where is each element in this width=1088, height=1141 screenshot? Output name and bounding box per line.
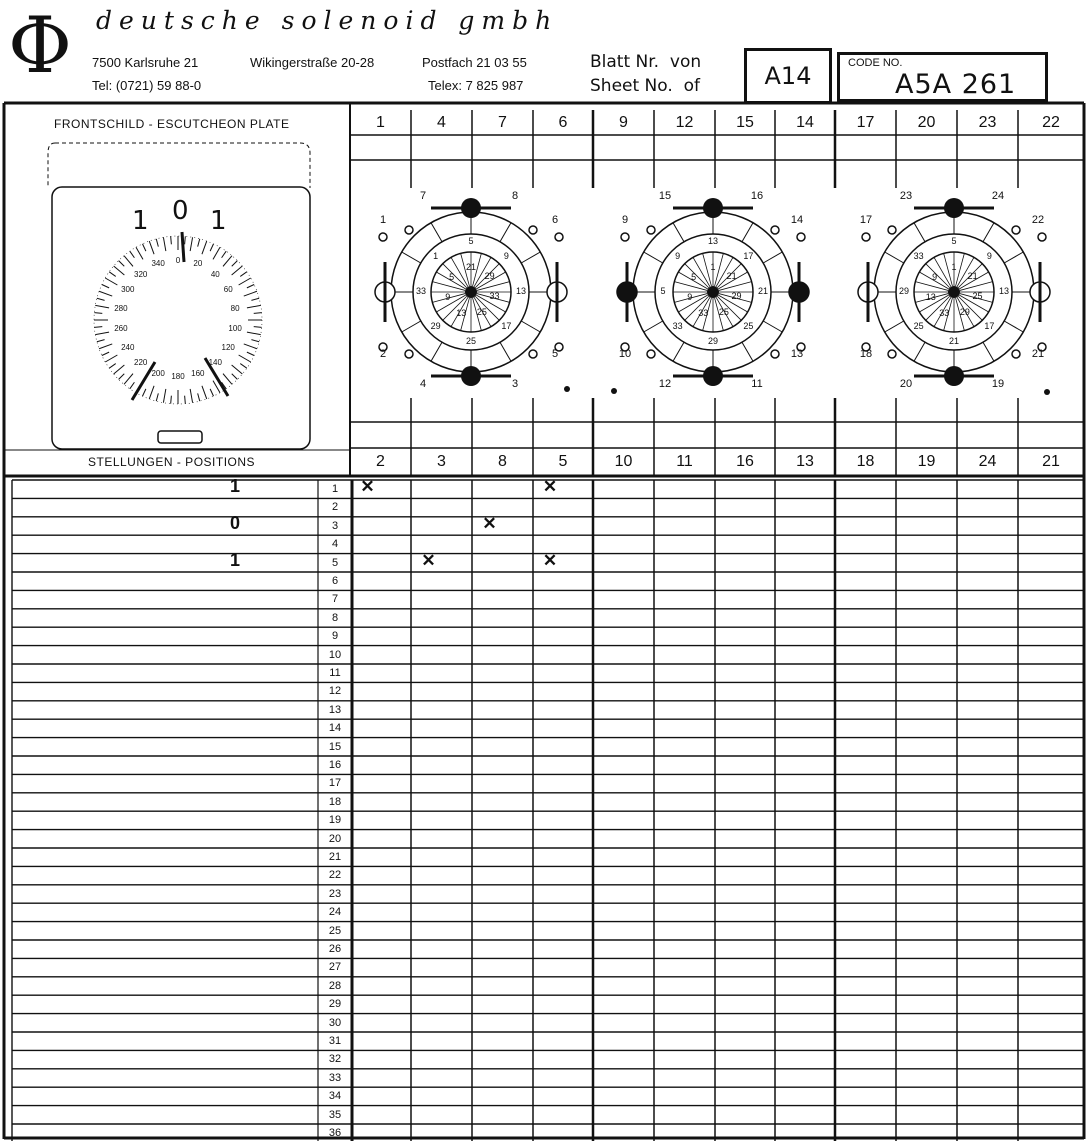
terminal-number-bottom: 10 bbox=[614, 453, 633, 470]
position-number: 9 bbox=[331, 630, 339, 643]
position-number: 25 bbox=[328, 924, 342, 937]
position-number: 2 bbox=[331, 501, 339, 514]
position-number: 14 bbox=[328, 722, 342, 735]
position-number: 1 bbox=[331, 483, 339, 495]
deck-lug bbox=[647, 350, 655, 358]
contact-mark: ✕ bbox=[360, 477, 375, 496]
switch-deck bbox=[858, 198, 1050, 386]
contact-mark: ✕ bbox=[542, 550, 558, 570]
dial-tick bbox=[99, 344, 112, 349]
dial-tick bbox=[232, 374, 238, 380]
dial-tick bbox=[156, 239, 158, 247]
company-name: deutsche solenoid gmbh bbox=[96, 6, 559, 35]
deck-contact-label: 25 bbox=[972, 290, 983, 301]
position-number: 20 bbox=[328, 832, 342, 845]
dial-tick bbox=[240, 364, 247, 369]
terminal-number-bottom: 19 bbox=[917, 453, 936, 470]
deck-contact-label: 17 bbox=[501, 321, 512, 332]
position-number: 3 bbox=[331, 519, 339, 532]
position-number: 15 bbox=[328, 740, 342, 753]
address-tel: Tel: (0721) 59 88-0 bbox=[92, 78, 202, 93]
position-number: 11 bbox=[329, 667, 341, 679]
deck-contact-label: 25 bbox=[743, 321, 754, 332]
sheet-label-de: Blatt Nr. von bbox=[590, 52, 702, 72]
deck-segment bbox=[914, 342, 925, 361]
deck-segment bbox=[644, 252, 663, 263]
positions-title: STELLUNGEN - POSITIONS bbox=[88, 455, 256, 469]
dial-scale-label: 100 bbox=[228, 324, 242, 334]
address-postfach: Postfach 21 03 55 bbox=[422, 55, 527, 70]
address-street: Wikingerstraße 20-28 bbox=[250, 55, 375, 70]
deck-contact-label: 9 bbox=[675, 250, 681, 261]
dial-tick bbox=[232, 365, 243, 374]
position-number: 4 bbox=[331, 538, 339, 551]
dial-tick bbox=[223, 374, 232, 385]
deck-segment bbox=[673, 342, 684, 361]
dial-scale-label: 80 bbox=[230, 303, 240, 313]
dial-tick bbox=[223, 256, 232, 267]
deck-segment bbox=[983, 223, 994, 242]
dial-tick bbox=[247, 352, 254, 355]
terminal-number-top: 1 bbox=[376, 114, 385, 131]
deck-contact-label: 9 bbox=[986, 250, 992, 261]
dial-tick bbox=[232, 261, 238, 267]
deck-segment bbox=[500, 223, 511, 242]
terminal-number-bottom: 18 bbox=[856, 453, 875, 470]
deck-contact-label: 1 bbox=[433, 250, 439, 261]
dial-tick bbox=[114, 266, 125, 275]
dial-tick bbox=[251, 298, 259, 300]
position-number: 16 bbox=[328, 759, 342, 771]
position-number: 21 bbox=[328, 851, 342, 863]
deck-terminal-label: 22 bbox=[1031, 214, 1045, 226]
dial-scale-label: 200 bbox=[151, 368, 165, 378]
position-number: 29 bbox=[328, 998, 342, 1011]
deck-contact-label: 25 bbox=[465, 336, 476, 346]
switch-deck bbox=[617, 198, 809, 386]
deck-contact-label: 1 bbox=[710, 262, 716, 272]
dial-scale-label: 280 bbox=[114, 303, 128, 313]
deck-contact-label: 13 bbox=[515, 286, 526, 296]
dial-tick bbox=[130, 251, 135, 258]
position-number: 23 bbox=[328, 887, 342, 900]
deck-contact-label: 29 bbox=[707, 336, 718, 346]
dial-tick bbox=[97, 298, 105, 300]
contact-mark: ✕ bbox=[482, 513, 497, 533]
deck-contact-label: 21 bbox=[757, 286, 768, 296]
position-number: 17 bbox=[328, 777, 342, 790]
deck-segment bbox=[742, 342, 753, 361]
deck-terminal-label: 21 bbox=[1031, 348, 1045, 360]
dial-scale-label: 140 bbox=[208, 358, 222, 368]
deck-segment bbox=[914, 223, 925, 242]
deck-lug bbox=[405, 350, 413, 358]
dial-tick bbox=[109, 364, 116, 369]
position-number: 28 bbox=[328, 979, 342, 992]
position-number: 33 bbox=[328, 1071, 342, 1084]
dial-tick bbox=[102, 285, 109, 288]
deck-lug bbox=[1012, 350, 1020, 358]
dial-tick bbox=[94, 327, 102, 328]
terminal-number-bottom: 3 bbox=[437, 453, 446, 470]
dial-scale-label: 20 bbox=[193, 259, 203, 269]
terminal-number-top: 6 bbox=[558, 114, 568, 131]
position-number: 5 bbox=[331, 556, 339, 569]
deck-contact-label: 33 bbox=[489, 290, 500, 301]
deck-lug bbox=[797, 233, 805, 241]
terminal-number-bottom: 21 bbox=[1042, 453, 1060, 470]
deck-terminal-label: 17 bbox=[859, 214, 873, 226]
deck-segment bbox=[763, 321, 782, 332]
deck-terminal-label: 15 bbox=[658, 190, 672, 202]
position-number: 30 bbox=[328, 1016, 342, 1029]
deck-contact-label: 5 bbox=[449, 271, 455, 282]
dial-tick bbox=[130, 382, 135, 389]
deck-terminal-label: 18 bbox=[859, 348, 873, 360]
deck-segment bbox=[885, 321, 904, 332]
dial-tick bbox=[202, 241, 207, 254]
terminal-number-bottom: 16 bbox=[736, 453, 754, 470]
position-number: 19 bbox=[328, 814, 342, 827]
dial-tick bbox=[190, 237, 192, 251]
deck-contact-label: 13 bbox=[925, 292, 936, 303]
dial-tick bbox=[156, 393, 158, 401]
deck-segment bbox=[1004, 321, 1023, 332]
contact-mark: ✕ bbox=[542, 477, 558, 496]
deck-segment bbox=[402, 321, 421, 332]
deck-terminal-label: 10 bbox=[618, 348, 632, 360]
address-city: 7500 Karlsruhe 21 bbox=[92, 55, 199, 70]
dial-tick bbox=[239, 278, 251, 285]
deck-hub bbox=[948, 286, 960, 298]
dial-tick bbox=[232, 266, 243, 275]
deck-terminal-label: 4 bbox=[419, 378, 427, 390]
dial-scale-label: 340 bbox=[151, 259, 165, 269]
sheet-number-value: A14 bbox=[764, 62, 812, 90]
dial-mark-right: 1 bbox=[210, 206, 227, 236]
deck-segment bbox=[885, 252, 904, 263]
deck-contact-label: 33 bbox=[698, 307, 709, 318]
dial-scale-label: 260 bbox=[114, 324, 128, 334]
deck-segment bbox=[521, 252, 540, 263]
address-telex: Telex: 7 825 987 bbox=[428, 78, 524, 93]
dial-tick bbox=[171, 236, 172, 244]
dial-scale-label: 320 bbox=[134, 269, 148, 279]
dial-tick bbox=[94, 313, 102, 314]
code-number-label: CODE NO. bbox=[848, 57, 903, 69]
deck-lug bbox=[888, 226, 896, 234]
deck-lug bbox=[621, 233, 629, 241]
dial-tick bbox=[244, 344, 257, 349]
dial-tick bbox=[190, 389, 192, 403]
dial-tick bbox=[119, 261, 125, 267]
deck-segment bbox=[763, 252, 782, 263]
sheet-label-en: Sheet No. of bbox=[590, 76, 700, 96]
deck-contact-label: 9 bbox=[687, 292, 693, 303]
terminal-number-top: 22 bbox=[1042, 114, 1060, 131]
position-number: 12 bbox=[328, 685, 342, 698]
terminal-number-top: 23 bbox=[978, 114, 997, 131]
deck-terminal-label: 12 bbox=[658, 378, 672, 390]
deck-lug bbox=[771, 226, 779, 234]
deck-terminal-label: 1 bbox=[379, 214, 387, 226]
deck-contact-label: 25 bbox=[718, 307, 729, 318]
terminal-number-bottom: 5 bbox=[558, 453, 568, 470]
deck-contact-label: 29 bbox=[959, 307, 970, 318]
terminal-number-bottom: 11 bbox=[676, 453, 693, 470]
deck-terminal-label: 6 bbox=[551, 214, 559, 226]
dial-tick bbox=[244, 291, 257, 296]
deck-segment bbox=[983, 342, 994, 361]
terminal-number-top: 20 bbox=[917, 114, 936, 131]
deck-terminal-label: 20 bbox=[899, 378, 913, 390]
deck-lug bbox=[405, 226, 413, 234]
deck-lug bbox=[379, 233, 387, 241]
dial-mark-center: 0 bbox=[172, 196, 189, 226]
deck-terminal-label: 23 bbox=[899, 190, 913, 202]
terminal-number-bottom: 24 bbox=[978, 453, 997, 470]
dial-tick bbox=[222, 251, 227, 258]
deck-contact-label: 17 bbox=[984, 321, 995, 332]
deck-hub bbox=[707, 286, 719, 298]
position-label: 1 bbox=[230, 549, 241, 570]
dial-tick bbox=[163, 237, 165, 251]
dial-tick bbox=[99, 291, 112, 296]
dial-tick bbox=[163, 389, 165, 403]
company-logo: Φ bbox=[8, 1, 72, 91]
dial-tick bbox=[247, 305, 261, 307]
deck-contact-label: 29 bbox=[898, 286, 909, 296]
deck-contact-label: 9 bbox=[503, 250, 509, 261]
position-number: 36 bbox=[328, 1127, 342, 1139]
deck-segment bbox=[1004, 252, 1023, 263]
deck-contact-label: 29 bbox=[484, 270, 495, 281]
deck-contact-label: 29 bbox=[430, 321, 441, 332]
terminal-number-bottom: 8 bbox=[498, 453, 507, 470]
deck-contact-label: 9 bbox=[445, 292, 451, 303]
terminal-number-top: 9 bbox=[619, 114, 628, 131]
deck-dot bbox=[1044, 389, 1050, 395]
deck-segment bbox=[431, 223, 442, 242]
deck-lug bbox=[555, 233, 563, 241]
deck-contact-label: 33 bbox=[939, 307, 950, 318]
dial-tick bbox=[143, 244, 146, 251]
dial-scale-label: 120 bbox=[221, 343, 235, 352]
position-label: 1 bbox=[230, 476, 241, 496]
position-label: 0 bbox=[230, 512, 241, 533]
deck-lug bbox=[862, 233, 870, 241]
deck-lug bbox=[771, 350, 779, 358]
dial-tick bbox=[124, 374, 133, 385]
deck-lug bbox=[647, 226, 655, 234]
terminal-number-top: 4 bbox=[437, 114, 446, 131]
deck-contact-label: 17 bbox=[743, 250, 754, 261]
dial-tick bbox=[143, 389, 146, 396]
switch-deck bbox=[375, 198, 567, 386]
dial-scale-label: 300 bbox=[121, 285, 135, 294]
deck-terminal-label: 16 bbox=[750, 190, 764, 202]
position-number: 34 bbox=[328, 1090, 342, 1103]
dial-tick bbox=[119, 374, 125, 380]
deck-contact-label: 13 bbox=[456, 307, 467, 318]
position-number: 13 bbox=[328, 703, 342, 716]
terminal-number-top: 12 bbox=[675, 114, 694, 131]
deck-terminal-label: 8 bbox=[511, 190, 519, 202]
deck-segment bbox=[673, 223, 684, 242]
deck-terminal-label: 14 bbox=[790, 214, 804, 226]
dial-scale-label: 160 bbox=[191, 368, 205, 378]
dial-tick bbox=[95, 305, 109, 307]
deck-lug bbox=[1038, 233, 1046, 241]
position-number: 26 bbox=[328, 943, 342, 955]
dial-tick bbox=[240, 272, 247, 277]
dial-tick bbox=[149, 386, 154, 399]
dial-mark-left: 1 bbox=[132, 206, 149, 236]
dial-tick bbox=[254, 313, 262, 314]
dial-tick bbox=[239, 355, 251, 362]
dial-scale-label: 240 bbox=[121, 343, 135, 352]
deck-segment bbox=[431, 342, 442, 361]
position-number: 24 bbox=[328, 906, 342, 919]
deck-contact-label: 5 bbox=[660, 286, 666, 296]
deck-terminal-label: 24 bbox=[991, 190, 1005, 202]
deck-terminal-label: 7 bbox=[419, 190, 427, 202]
dial-tick bbox=[210, 389, 213, 396]
deck-contact-label: 21 bbox=[465, 262, 476, 272]
contact-mark: ✕ bbox=[421, 550, 436, 570]
dial-tick bbox=[247, 285, 254, 288]
escutcheon-title: FRONTSCHILD - ESCUTCHEON PLATE bbox=[54, 117, 290, 131]
position-number: 18 bbox=[328, 795, 342, 808]
position-number: 7 bbox=[331, 593, 339, 606]
deck-terminal-label: 2 bbox=[379, 348, 387, 360]
dial-tick bbox=[95, 332, 109, 334]
deck-segment bbox=[644, 321, 663, 332]
position-number: 35 bbox=[328, 1108, 342, 1121]
deck-terminal-label: 9 bbox=[621, 214, 629, 226]
dial-tick bbox=[198, 393, 200, 401]
deck-terminal-label: 13 bbox=[790, 348, 804, 360]
deck-contact-label: 5 bbox=[468, 236, 474, 246]
dial-tick bbox=[149, 241, 154, 254]
deck-contact-label: 13 bbox=[998, 286, 1009, 296]
deck-contact-label: 21 bbox=[948, 336, 959, 346]
deck-lug bbox=[1012, 226, 1020, 234]
deck-contact-label: 1 bbox=[951, 262, 957, 272]
dial-scale-label: 180 bbox=[171, 372, 185, 381]
terminal-number-bottom: 2 bbox=[376, 453, 385, 470]
position-number: 8 bbox=[331, 611, 339, 624]
deck-contact-label: 21 bbox=[726, 270, 737, 281]
dial-tick bbox=[124, 256, 133, 267]
position-number: 10 bbox=[328, 648, 342, 661]
deck-segment bbox=[521, 321, 540, 332]
dial-tick bbox=[114, 365, 125, 374]
deck-contact-label: 5 bbox=[691, 271, 697, 282]
position-number: 27 bbox=[328, 961, 342, 974]
deck-segment bbox=[402, 252, 421, 263]
dial-tick bbox=[185, 396, 186, 404]
position-number: 6 bbox=[331, 575, 339, 587]
dial-tick bbox=[97, 340, 105, 342]
terminal-number-top: 17 bbox=[856, 114, 875, 131]
deck-contact-label: 25 bbox=[476, 307, 487, 318]
dial-tick bbox=[210, 244, 213, 251]
dial-tick bbox=[136, 247, 143, 259]
deck-contact-label: 33 bbox=[672, 321, 683, 332]
terminal-number-top: 15 bbox=[736, 114, 754, 131]
dial-scale-label: 0 bbox=[175, 256, 181, 265]
deck-contact-label: 5 bbox=[951, 236, 957, 246]
dial-tick bbox=[185, 236, 186, 244]
deck-contact-label: 13 bbox=[707, 236, 718, 246]
code-number-value: A5A 261 bbox=[895, 69, 1017, 100]
dial-tick bbox=[202, 386, 207, 399]
dial-scale-label: 60 bbox=[223, 285, 233, 294]
terminal-number-top: 14 bbox=[796, 114, 814, 131]
deck-contact-label: 29 bbox=[731, 290, 742, 301]
deck-contact-label: 21 bbox=[967, 270, 978, 281]
deck-lug bbox=[888, 350, 896, 358]
dial-tick bbox=[251, 340, 259, 342]
dial-tick bbox=[102, 352, 109, 355]
deck-dot bbox=[611, 388, 617, 394]
dial-tick bbox=[213, 247, 220, 259]
position-number: 32 bbox=[328, 1053, 342, 1066]
dial-tick bbox=[247, 332, 261, 334]
position-number: 31 bbox=[328, 1035, 342, 1047]
deck-dot bbox=[564, 386, 570, 392]
deck-contact-label: 25 bbox=[913, 321, 924, 332]
deck-contact-label: 9 bbox=[932, 271, 938, 282]
deck-segment bbox=[742, 223, 753, 242]
dial-tick bbox=[171, 396, 172, 404]
deck-terminal-label: 11 bbox=[751, 378, 763, 390]
dial-tick bbox=[105, 355, 117, 362]
dial-tick bbox=[109, 272, 116, 277]
dial-tick bbox=[198, 239, 200, 247]
dial-scale-label: 220 bbox=[134, 358, 148, 368]
deck-lug bbox=[529, 226, 537, 234]
terminal-number-bottom: 13 bbox=[796, 453, 814, 470]
terminal-number-top: 7 bbox=[498, 114, 507, 131]
deck-contact-label: 33 bbox=[913, 250, 924, 261]
deck-contact-label: 33 bbox=[415, 286, 426, 296]
deck-lug bbox=[529, 350, 537, 358]
dial-scale-label: 40 bbox=[210, 269, 220, 279]
deck-terminal-label: 19 bbox=[991, 378, 1005, 390]
deck-hub bbox=[465, 286, 477, 298]
position-number: 22 bbox=[328, 869, 342, 882]
deck-segment bbox=[500, 342, 511, 361]
dial-tick bbox=[254, 327, 262, 328]
dial-tick bbox=[105, 278, 117, 285]
deck-terminal-label: 3 bbox=[511, 378, 519, 390]
deck-terminal-label: 5 bbox=[551, 348, 559, 360]
